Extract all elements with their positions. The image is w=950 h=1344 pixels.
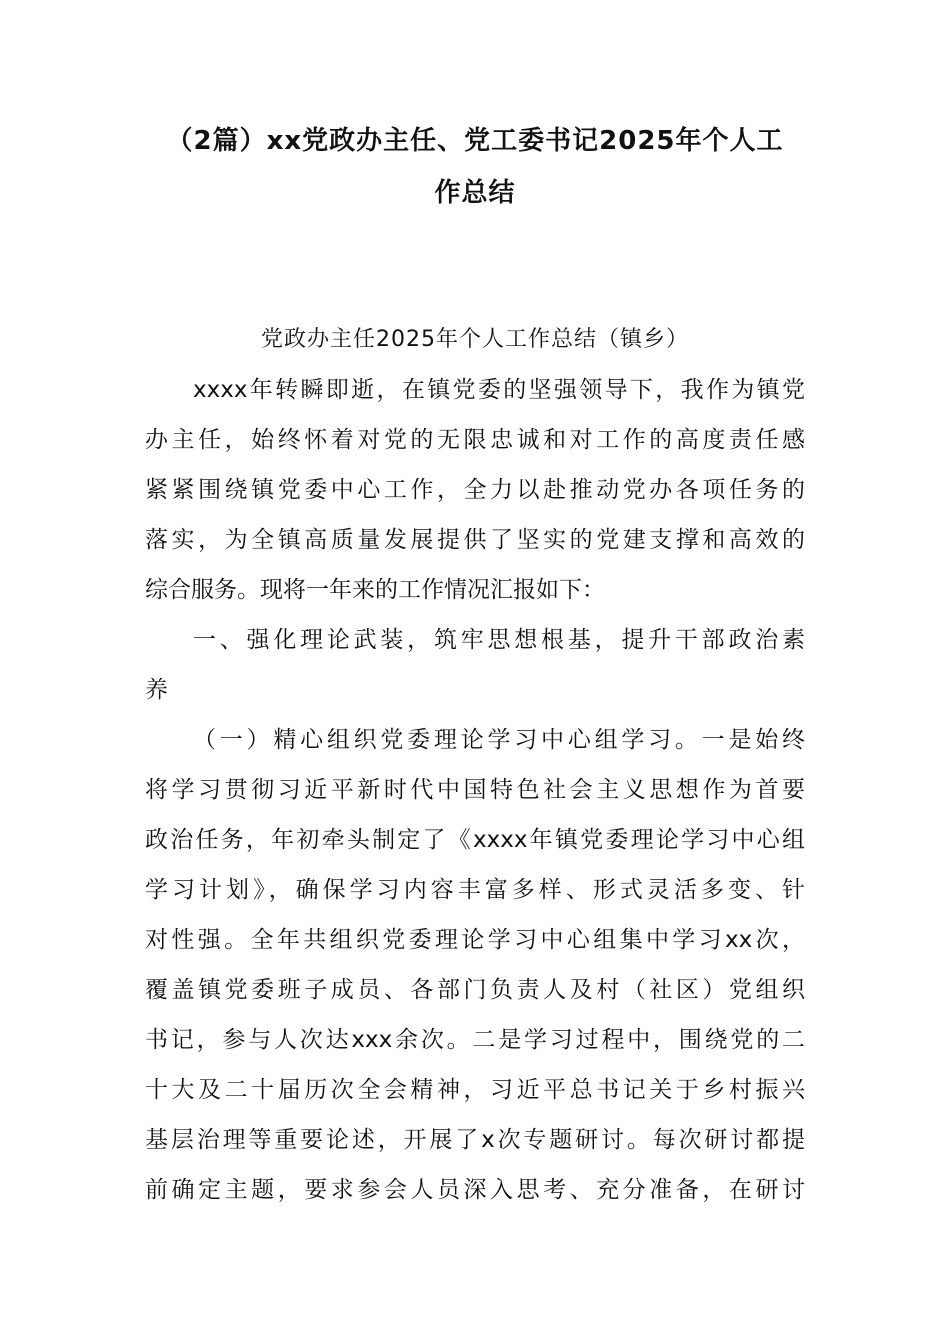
document-title-line-2: 作总结 xyxy=(434,178,516,208)
body-text-line: 覆盖镇党委班子成员、各部门负责人及村（社区）党组织 xyxy=(145,977,805,1003)
body-text-line: 前确定主题，要求参会人员深入思考、充分准备，在研讨 xyxy=(145,1177,805,1203)
body-text-line: 一、强化理论武装，筑牢思想根基，提升干部政治素 xyxy=(193,627,805,653)
body-text-line: 办主任，始终怀着对党的无限忠诚和对工作的高度责任感 xyxy=(145,427,805,453)
body-text-line: 书记，参与人次达xxx余次。二是学习过程中，围绕党的二 xyxy=(145,1027,805,1053)
body-text-line: 对性强。全年共组织党委理论学习中心组集中学习xx次， xyxy=(145,927,805,953)
body-text-line: 政治任务，年初牵头制定了《xxxx年镇党委理论学习中心组 xyxy=(145,827,805,853)
body-text-line: 学习计划》，确保学习内容丰富多样、形式灵活多变、针 xyxy=(145,877,805,903)
body-text-line: 基层治理等重要论述，开展了x次专题研讨。每次研讨都提 xyxy=(145,1127,805,1153)
body-text-line: 将学习贯彻习近平新时代中国特色社会主义思想作为首要 xyxy=(145,777,805,803)
body-text-line: 落实，为全镇高质量发展提供了坚实的党建支撑和高效的 xyxy=(145,527,805,553)
document-title-line-1: （2篇）xx党政办主任、党工委书记2025年个人工 xyxy=(166,126,784,156)
document-subtitle: 党政办主任2025年个人工作总结（镇乡） xyxy=(261,327,689,352)
body-text-line: 紧紧围绕镇党委中心工作，全力以赴推动党办各项任务的 xyxy=(145,477,805,503)
body-text-line: 养 xyxy=(145,677,168,703)
body-text-line: xxxx年转瞬即逝，在镇党委的坚强领导下，我作为镇党 xyxy=(193,377,805,403)
body-text-line: （一）精心组织党委理论学习中心组学习。一是始终 xyxy=(193,727,805,753)
body-text-line: 综合服务。现将一年来的工作情况汇报如下： xyxy=(145,577,605,603)
body-text-line: 十大及二十届历次全会精神，习近平总书记关于乡村振兴 xyxy=(145,1077,805,1103)
